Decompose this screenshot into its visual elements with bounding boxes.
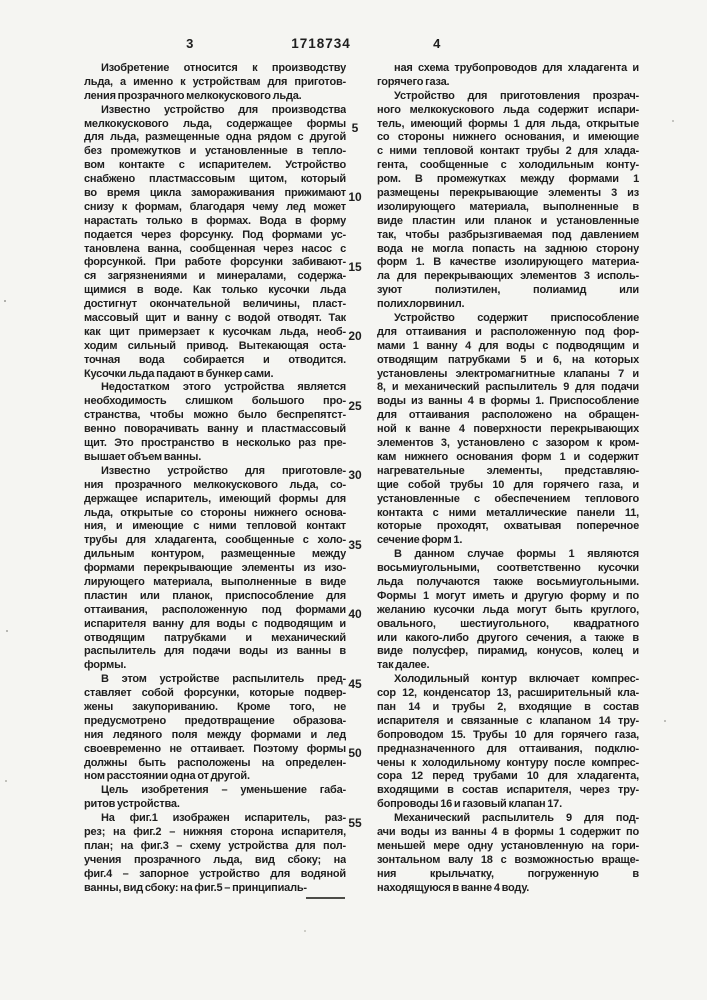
text-line: овального, шестиугольного, квадратного	[377, 617, 639, 630]
gutter-line-number: 50	[348, 746, 362, 761]
text-line: дильным контуром, размещенные между	[84, 548, 346, 561]
text-line: нагревательные элементы, представляю-	[377, 464, 639, 477]
text-line: фиг.4 – запорное устройство для водяной	[84, 867, 346, 880]
text-line: воды из ванны 4 в формы 1. Приспособление	[377, 395, 639, 408]
text-line: массовый щит и ванну с водой отводят. Так	[84, 312, 346, 325]
gutter-line-number: 55	[348, 815, 362, 830]
text-line: льда получаются также восьмиугольными.	[377, 575, 639, 588]
text-line: размещены перекрывающие элементы 3 из	[377, 187, 639, 200]
gutter-line-number: 45	[348, 676, 362, 691]
text-line: контакта с ними металлические панели 11,	[377, 506, 639, 519]
text-line: жены закупориванию. Кроме того, не	[84, 700, 346, 713]
gutter-line-number: 25	[348, 398, 362, 413]
right-column-page-number: 4	[433, 36, 441, 51]
text-line: ния, и имеющие с ними тепловой контакт	[84, 520, 346, 533]
text-line: мами 1 ванну 4 для воды с подводящим и	[377, 339, 639, 352]
text-line: элементов 3, установлено с зазором к кром-	[377, 437, 639, 450]
text-line: Формы 1 могут иметь и другую форму и по	[377, 589, 639, 602]
text-line: которые проходят, охватывая поперечное	[377, 520, 639, 533]
gutter-line-number: 20	[348, 329, 362, 344]
text-line: Известно устройство для приготовле-	[101, 464, 346, 477]
text-line: В данном случае формы 1 являются	[394, 548, 639, 561]
text-line: сора 12 перед трубами 10 для хладагента,	[377, 770, 639, 783]
text-line: план; на фиг.3 – схему устройства для пол-	[84, 839, 346, 852]
text-line: формы.	[84, 659, 127, 672]
text-line: ления прозрачного мелкокускового льда.	[84, 89, 302, 102]
text-line: льда, открытые со стороны нижнего основа-	[84, 506, 346, 519]
text-line: отводящим патрубками и механический	[84, 631, 346, 644]
text-line: ходим сильный привод. Вытекающая оста-	[84, 339, 346, 352]
text-line: вода не могла попасть на заднюю сторону	[377, 242, 639, 255]
gutter-line-number: 15	[348, 259, 362, 274]
text-line: без промежутков и установленные в тепло-	[84, 145, 346, 158]
text-line: Недостатком этого устройства является	[101, 381, 346, 394]
text-line: распылитель для подачи воды из ванны в	[84, 645, 346, 658]
text-line: установленные с обеспечением теплового	[377, 492, 639, 505]
text-line: Изобретение относится к производству	[101, 62, 346, 74]
text-line: щие собой трубы 10 для горячего газа, и	[377, 478, 639, 491]
page-header	[0, 36, 707, 54]
gutter-line-number: 10	[348, 190, 362, 205]
text-line: кам нижнего основания форм 1 и содержит	[377, 450, 639, 463]
text-line: вышает объем ванны.	[84, 450, 202, 463]
text-line: учения прозрачного льда, вид сбоку; на	[84, 853, 346, 866]
text-line: ла для перекрывающих элементов 3 исполь-	[377, 270, 639, 283]
text-line: щит. Это пространство в несколько раз пре-	[84, 437, 346, 450]
scan-underline-mark	[306, 897, 345, 899]
text-line: испарителя ванну для воды с подводящим и	[84, 617, 346, 630]
text-line: формами перекрывающие элементы из изо-	[84, 562, 346, 575]
text-line: оттаивания, расположенную под формами	[84, 603, 346, 616]
text-line: нарастать только в формах. Вода в форму	[84, 214, 346, 227]
text-line: с ними тепловой контакт трубы 2 для хлада-	[377, 145, 639, 158]
text-line: ного мелкокускового льда содержит испари-	[377, 103, 639, 116]
text-line: так, чтобы разбрызгиваемая под давлением	[377, 228, 639, 241]
text-line: своевременно не оттаивает. Поэтому формы	[84, 742, 346, 755]
text-line: для льда, размещенные одна рядом с другой	[84, 131, 346, 144]
text-line: ния прозрачного мелкокускового льда, со-	[84, 478, 346, 491]
text-line: полихлорвинил.	[377, 298, 465, 311]
text-line: Устройство для приготовления прозрач-	[394, 89, 639, 102]
text-line: предназначенного для оттаивания, подклю-	[377, 742, 639, 755]
text-line: изолирующего материала, выполненные в	[377, 200, 639, 213]
text-line: лирующего материала, выполненные в виде	[84, 575, 346, 588]
text-line: гента, сообщенные с холодильным конту-	[377, 159, 639, 172]
text-line: трубы для хладагента, сообщенные с холо-	[84, 534, 346, 547]
text-line: подается через форсунку. Под формами ус-	[84, 228, 346, 241]
text-line: бопроводом 15. Трубы 10 для горячего газа,	[377, 728, 639, 741]
text-line: ная схема трубопроводов для хладагента и	[394, 62, 639, 74]
text-line: Холодильный контур включает компрес-	[394, 673, 639, 686]
text-line: горячего газа.	[377, 75, 450, 88]
text-line: Устройство содержит приспособление	[394, 312, 639, 325]
text-line: зуют полиэтилен, полиамид или	[377, 284, 639, 297]
text-line: Известно устройство для производства	[101, 103, 346, 116]
text-line: отводящим патрубками 5 и 6, на которых	[377, 353, 639, 366]
text-line: Механический распылитель 9 для под-	[394, 812, 639, 825]
text-line: ритов устройства.	[84, 798, 180, 811]
text-line: снабжено пластмассовым щитом, который	[84, 173, 346, 186]
text-line: льда, а именно к устройствам для приготов-	[84, 75, 346, 88]
text-line: В этом устройстве распылитель пред-	[101, 673, 346, 686]
text-line: ачи воды из ванны 4 в формы 1 содержит по	[377, 825, 639, 838]
text-line: форм 1. В качестве изолирующего материа-	[377, 256, 639, 269]
text-line: ся загрязнениями и минералами, содержа-	[84, 270, 346, 283]
text-line: ной к ванне 4 поверхности перекрывающих	[377, 423, 639, 436]
text-line: необходимость слишком большого про-	[84, 395, 346, 408]
gutter-line-number: 5	[351, 120, 359, 135]
text-line: пластин или планок, приспособление для	[84, 589, 346, 602]
text-line: со стороны нижнего основания, и имеющие	[377, 131, 639, 144]
text-line: для оттаивания и расположенную под фор-	[377, 325, 639, 338]
gutter-line-number: 40	[348, 607, 362, 622]
left-column-page-number: 3	[186, 36, 194, 51]
gutter-line-number: 35	[348, 537, 362, 552]
text-line: держащее испаритель, имеющий формы для	[84, 492, 346, 505]
text-line: сечение форм 1.	[377, 534, 463, 547]
text-line: ставляет собой форсунки, которые подвер-	[84, 687, 346, 700]
text-line: точная вода собирается и отводится.	[84, 353, 346, 366]
text-line: во время цикла замораживания прижимают	[84, 187, 346, 200]
text-line: ния ледяного поля между формами и лед	[84, 728, 346, 741]
text-line: испарителя и связанные с клапаном 14 тру-	[377, 714, 639, 727]
text-line: виде полусфер, пирамид, конусов, колец и	[377, 645, 639, 658]
text-line: чены к холодильному контуру после компрес-	[377, 756, 639, 769]
text-line: желанию кусочки льда могут быть круглого,	[377, 603, 639, 616]
text-line: рез; на фиг.2 – нижняя сторона испарителя,	[84, 825, 346, 838]
text-line: 8, и механический распылитель 9 для подачи	[377, 381, 639, 394]
text-line: зонтальном валу 18 с возможностью враще-	[377, 853, 639, 866]
text-line: как щит примерзает к кусочкам льда, необ-	[84, 325, 346, 338]
text-line: так далее.	[377, 659, 430, 672]
text-line: щимися в воде. Как только кусочки льда	[84, 284, 346, 297]
text-line: снизу к формам, благодаря чему лед может	[84, 200, 346, 213]
left-text-column	[84, 62, 346, 895]
text-line: установлены электромагнитные клапаны 7 и	[377, 367, 639, 380]
text-line: ния крыльчатку, погруженную в	[377, 867, 639, 880]
text-line: тановлена ванна, сообщенная через насос с	[84, 242, 346, 255]
text-line: На фиг.1 изображен испаритель, раз-	[101, 812, 346, 825]
text-line: находящуюся в ванне 4 воду.	[377, 881, 530, 894]
text-line: ном расстоянии одна от другой.	[84, 770, 250, 783]
gutter-line-number: 30	[348, 468, 362, 483]
right-text-column	[377, 62, 639, 895]
text-line: венно поворачивать ванну и пластмассовый	[84, 423, 346, 436]
text-line: пан 14 и трубы 2, входящие в состав	[377, 700, 639, 713]
text-line: тель, имеющий формы 1 для льда, открытые	[377, 117, 639, 130]
patent-number: 1718734	[291, 36, 351, 51]
text-line: должны быть расположены на определен-	[84, 756, 346, 769]
text-line: странства, чтобы можно было беспрепятст-	[84, 409, 346, 422]
text-line: для оттаивания расположено на обращен-	[377, 409, 639, 422]
text-line: мелкокускового льда, содержащее формы	[84, 117, 346, 130]
text-line: ром. В промежутках между формами 1	[377, 173, 639, 186]
text-line: Цель изобретения – уменьшение габа-	[101, 784, 346, 797]
text-line: предусмотрено предотвращение образова-	[84, 714, 346, 727]
text-line: достигнут окончательной величины, пласт-	[84, 298, 346, 311]
text-line: Кусочки льда падают в бункер сами.	[84, 367, 274, 380]
text-line: бопроводы 16 и газовый клапан 17.	[377, 798, 562, 811]
text-line: восьмиугольными, соответственно кусочки	[377, 562, 639, 575]
text-line: сор 12, конденсатор 13, расширительный кла-	[377, 687, 639, 700]
text-line: виде пластин или планок и установленные	[377, 214, 639, 227]
text-line: вом контакте с испарителем. Устройство	[84, 159, 346, 172]
text-line: меньшей мере одну установленную на гори-	[377, 839, 639, 852]
text-line: входящими в состав испарителя, через тру-	[377, 784, 639, 797]
text-line: форсункой. При работе форсунки забивают-	[84, 256, 346, 269]
text-line: ванны, вид сбоку: на фиг.5 – принципиаль-	[84, 881, 307, 894]
text-line: или какого-либо другого сечения, а также в	[377, 631, 639, 644]
